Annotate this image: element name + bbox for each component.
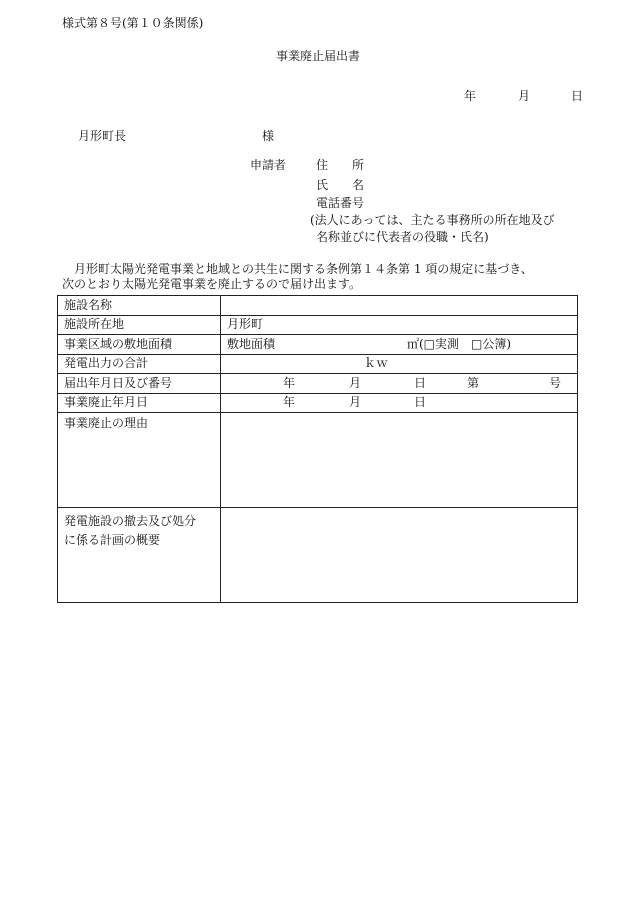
site-area-label: 事業区域の敷地面積 (58, 335, 221, 355)
abolition-day: 日 (414, 395, 427, 410)
table-row-abolition-reason (58, 413, 578, 508)
removal-plan-field[interactable] (221, 508, 578, 603)
date-month: 月 (518, 89, 531, 103)
output-total-label: 発電出力の合計 (58, 354, 221, 374)
output-total-unit: ｋｗ (364, 356, 389, 371)
abolition-month: 月 (349, 395, 362, 410)
document-title: 事業廃止届出書 (276, 49, 361, 63)
body-line1: 月形町太陽光発電事業と地域との共生に関する条例第１４条第 1 項の規定に基づき、 (74, 262, 533, 276)
date-year: 年 (464, 89, 477, 103)
notification-month: 月 (349, 375, 362, 390)
table-row-removal-plan (58, 508, 578, 603)
notification-no-prefix: 第 (467, 375, 480, 390)
removal-plan-label-line2: に係る計画の概要 (64, 533, 161, 547)
applicant-note-line2: 名称並びに代表者の役職・氏名) (316, 230, 489, 244)
abolition-reason-field[interactable] (221, 413, 578, 508)
removal-plan-label-line1: 発電施設の撤去及び処分 (64, 514, 197, 528)
notification-date-no-field[interactable] (221, 374, 578, 394)
date-day: 日 (571, 89, 584, 103)
applicant-label: 申請者 (250, 158, 287, 172)
body-line2: 次のとおり太陽光発電事業を廃止するので届け出ます。 (62, 276, 362, 291)
addressee-name: 月形町長 (78, 129, 127, 143)
addressee-honorific: 様 (262, 129, 275, 143)
table-row-facility-location (58, 315, 578, 335)
form-number: 様式第８号(第１０条関係) (62, 16, 204, 30)
table-row-output-total (58, 354, 578, 374)
notification-date-no-label: 届出年月日及び番号 (58, 374, 221, 394)
facility-name-field[interactable] (221, 296, 578, 316)
site-area-unit: ㎡(□実測 □公簿) (407, 336, 512, 351)
abolition-year: 年 (283, 395, 296, 410)
facility-name-label: 施設名称 (58, 296, 221, 316)
site-area-field[interactable] (221, 335, 578, 355)
facility-location-field[interactable]: 月形町 (221, 315, 578, 335)
removal-plan-label (58, 508, 221, 603)
abolition-reason-label: 事業廃止の理由 (58, 413, 221, 508)
site-area-prefix: 敷地面積 (227, 336, 276, 351)
applicant-name-label: 氏 名 (316, 178, 365, 192)
applicant-address-label: 住 所 (316, 158, 365, 172)
abolition-date-label: 事業廃止年月日 (58, 393, 221, 413)
notification-no-suffix: 号 (549, 375, 562, 390)
output-total-field[interactable] (221, 354, 578, 374)
table-row-abolition-date (58, 393, 578, 413)
notification-day: 日 (414, 375, 427, 390)
applicant-phone-label: 電話番号 (316, 196, 365, 210)
facility-location-label: 施設所在地 (58, 315, 221, 335)
body-text (62, 262, 582, 291)
notification-year: 年 (283, 375, 296, 390)
table-row-site-area (58, 335, 578, 355)
abolition-date-field[interactable] (221, 393, 578, 413)
notification-table (57, 295, 578, 603)
table-row-notification-date-no (58, 374, 578, 394)
table-row-facility-name (58, 296, 578, 316)
applicant-note-line1: (法人にあっては、主たる事務所の所在地及び (310, 213, 555, 227)
